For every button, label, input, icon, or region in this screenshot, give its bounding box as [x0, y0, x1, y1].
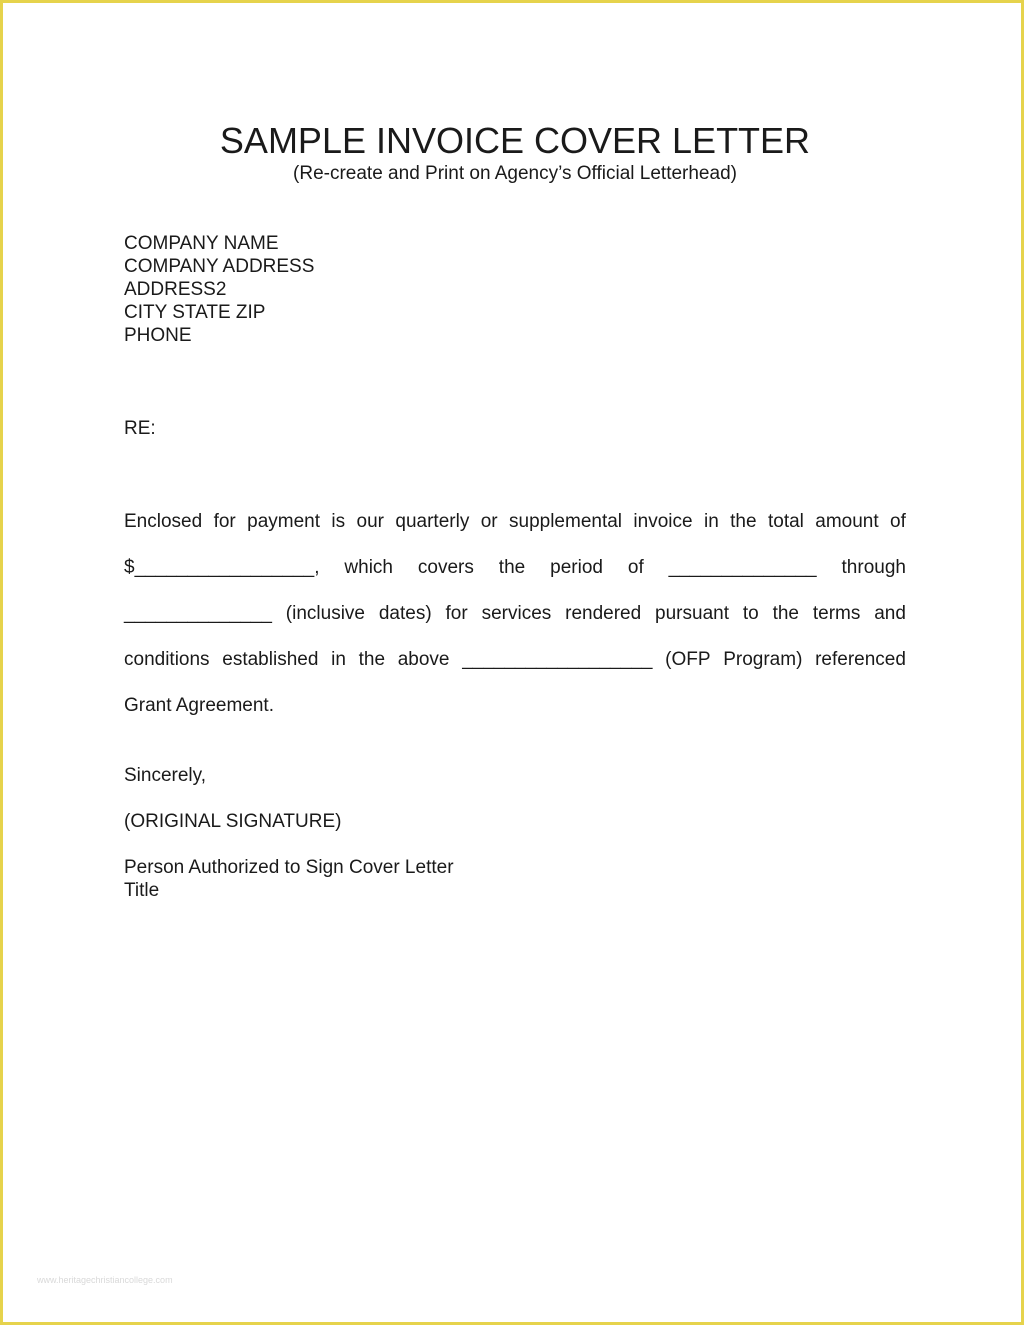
signature-placeholder: (ORIGINAL SIGNATURE)	[124, 811, 342, 832]
body-word: (inclusive	[285, 603, 365, 624]
body-word: through	[841, 557, 906, 578]
body-line-3	[124, 602, 906, 625]
body-word: pursuant	[655, 603, 729, 624]
body-word: is	[331, 511, 346, 532]
body-line-5: Grant Agreement.	[124, 695, 274, 716]
body-word: covers	[417, 557, 474, 578]
watermark: www.heritagechristiancollege.com	[37, 1275, 173, 1285]
company-name: COMPANY NAME	[124, 233, 279, 254]
body-word: which	[344, 557, 393, 578]
body-word: rendered	[565, 603, 642, 624]
phone: PHONE	[124, 325, 192, 346]
body-word: the	[730, 511, 757, 532]
body-word: (OFP	[665, 649, 711, 670]
body-word: Enclosed	[124, 511, 203, 532]
signer-name: Person Authorized to Sign Cover Letter	[124, 857, 454, 878]
body-word: and	[874, 603, 906, 624]
body-word: or	[480, 511, 498, 532]
body-word: $_________________,	[124, 557, 320, 578]
body-word: the	[772, 603, 799, 624]
body-word: for	[445, 603, 468, 624]
body-word: conditions	[124, 649, 210, 670]
body-word: ______________	[124, 603, 272, 624]
body-word: of	[627, 557, 644, 578]
company-address: COMPANY ADDRESS	[124, 256, 315, 277]
body-word: above	[397, 649, 450, 670]
body-word: our	[356, 511, 384, 532]
body-word: to	[742, 603, 759, 624]
page-subtitle: (Re-create and Print on Agency’s Official Letterhead)	[293, 163, 737, 184]
body-word: total	[767, 511, 804, 532]
body-word: established	[222, 649, 319, 670]
body-word: amount	[815, 511, 879, 532]
body-word: quarterly	[395, 511, 470, 532]
body-word: in	[703, 511, 719, 532]
re-line: RE:	[124, 418, 156, 439]
address-line-2: ADDRESS2	[124, 279, 227, 300]
body-line-1	[124, 510, 906, 533]
page-title: SAMPLE INVOICE COVER LETTER	[219, 120, 811, 161]
body-line-2	[124, 556, 906, 579]
body-line-4	[124, 648, 906, 671]
body-word: the	[498, 557, 526, 578]
body-word: supplemental	[509, 511, 623, 532]
body-word: Program)	[723, 649, 803, 670]
body-word: payment	[247, 511, 321, 532]
body-word: ______________	[668, 557, 817, 578]
body-word: referenced	[815, 649, 906, 670]
body-word: the	[358, 649, 386, 670]
city-state-zip: CITY STATE ZIP	[124, 302, 266, 323]
signer-title: Title	[124, 880, 160, 901]
body-word: __________________	[462, 649, 653, 670]
closing: Sincerely,	[124, 765, 207, 786]
body-word: of	[890, 511, 906, 532]
body-word: period	[550, 557, 603, 578]
body-word: for	[213, 511, 236, 532]
body-word: in	[331, 649, 346, 670]
address-block	[124, 232, 314, 347]
body-word: dates)	[378, 603, 432, 624]
body-word: terms	[812, 603, 861, 624]
body-word: services	[481, 603, 552, 624]
body-word: invoice	[633, 511, 693, 532]
